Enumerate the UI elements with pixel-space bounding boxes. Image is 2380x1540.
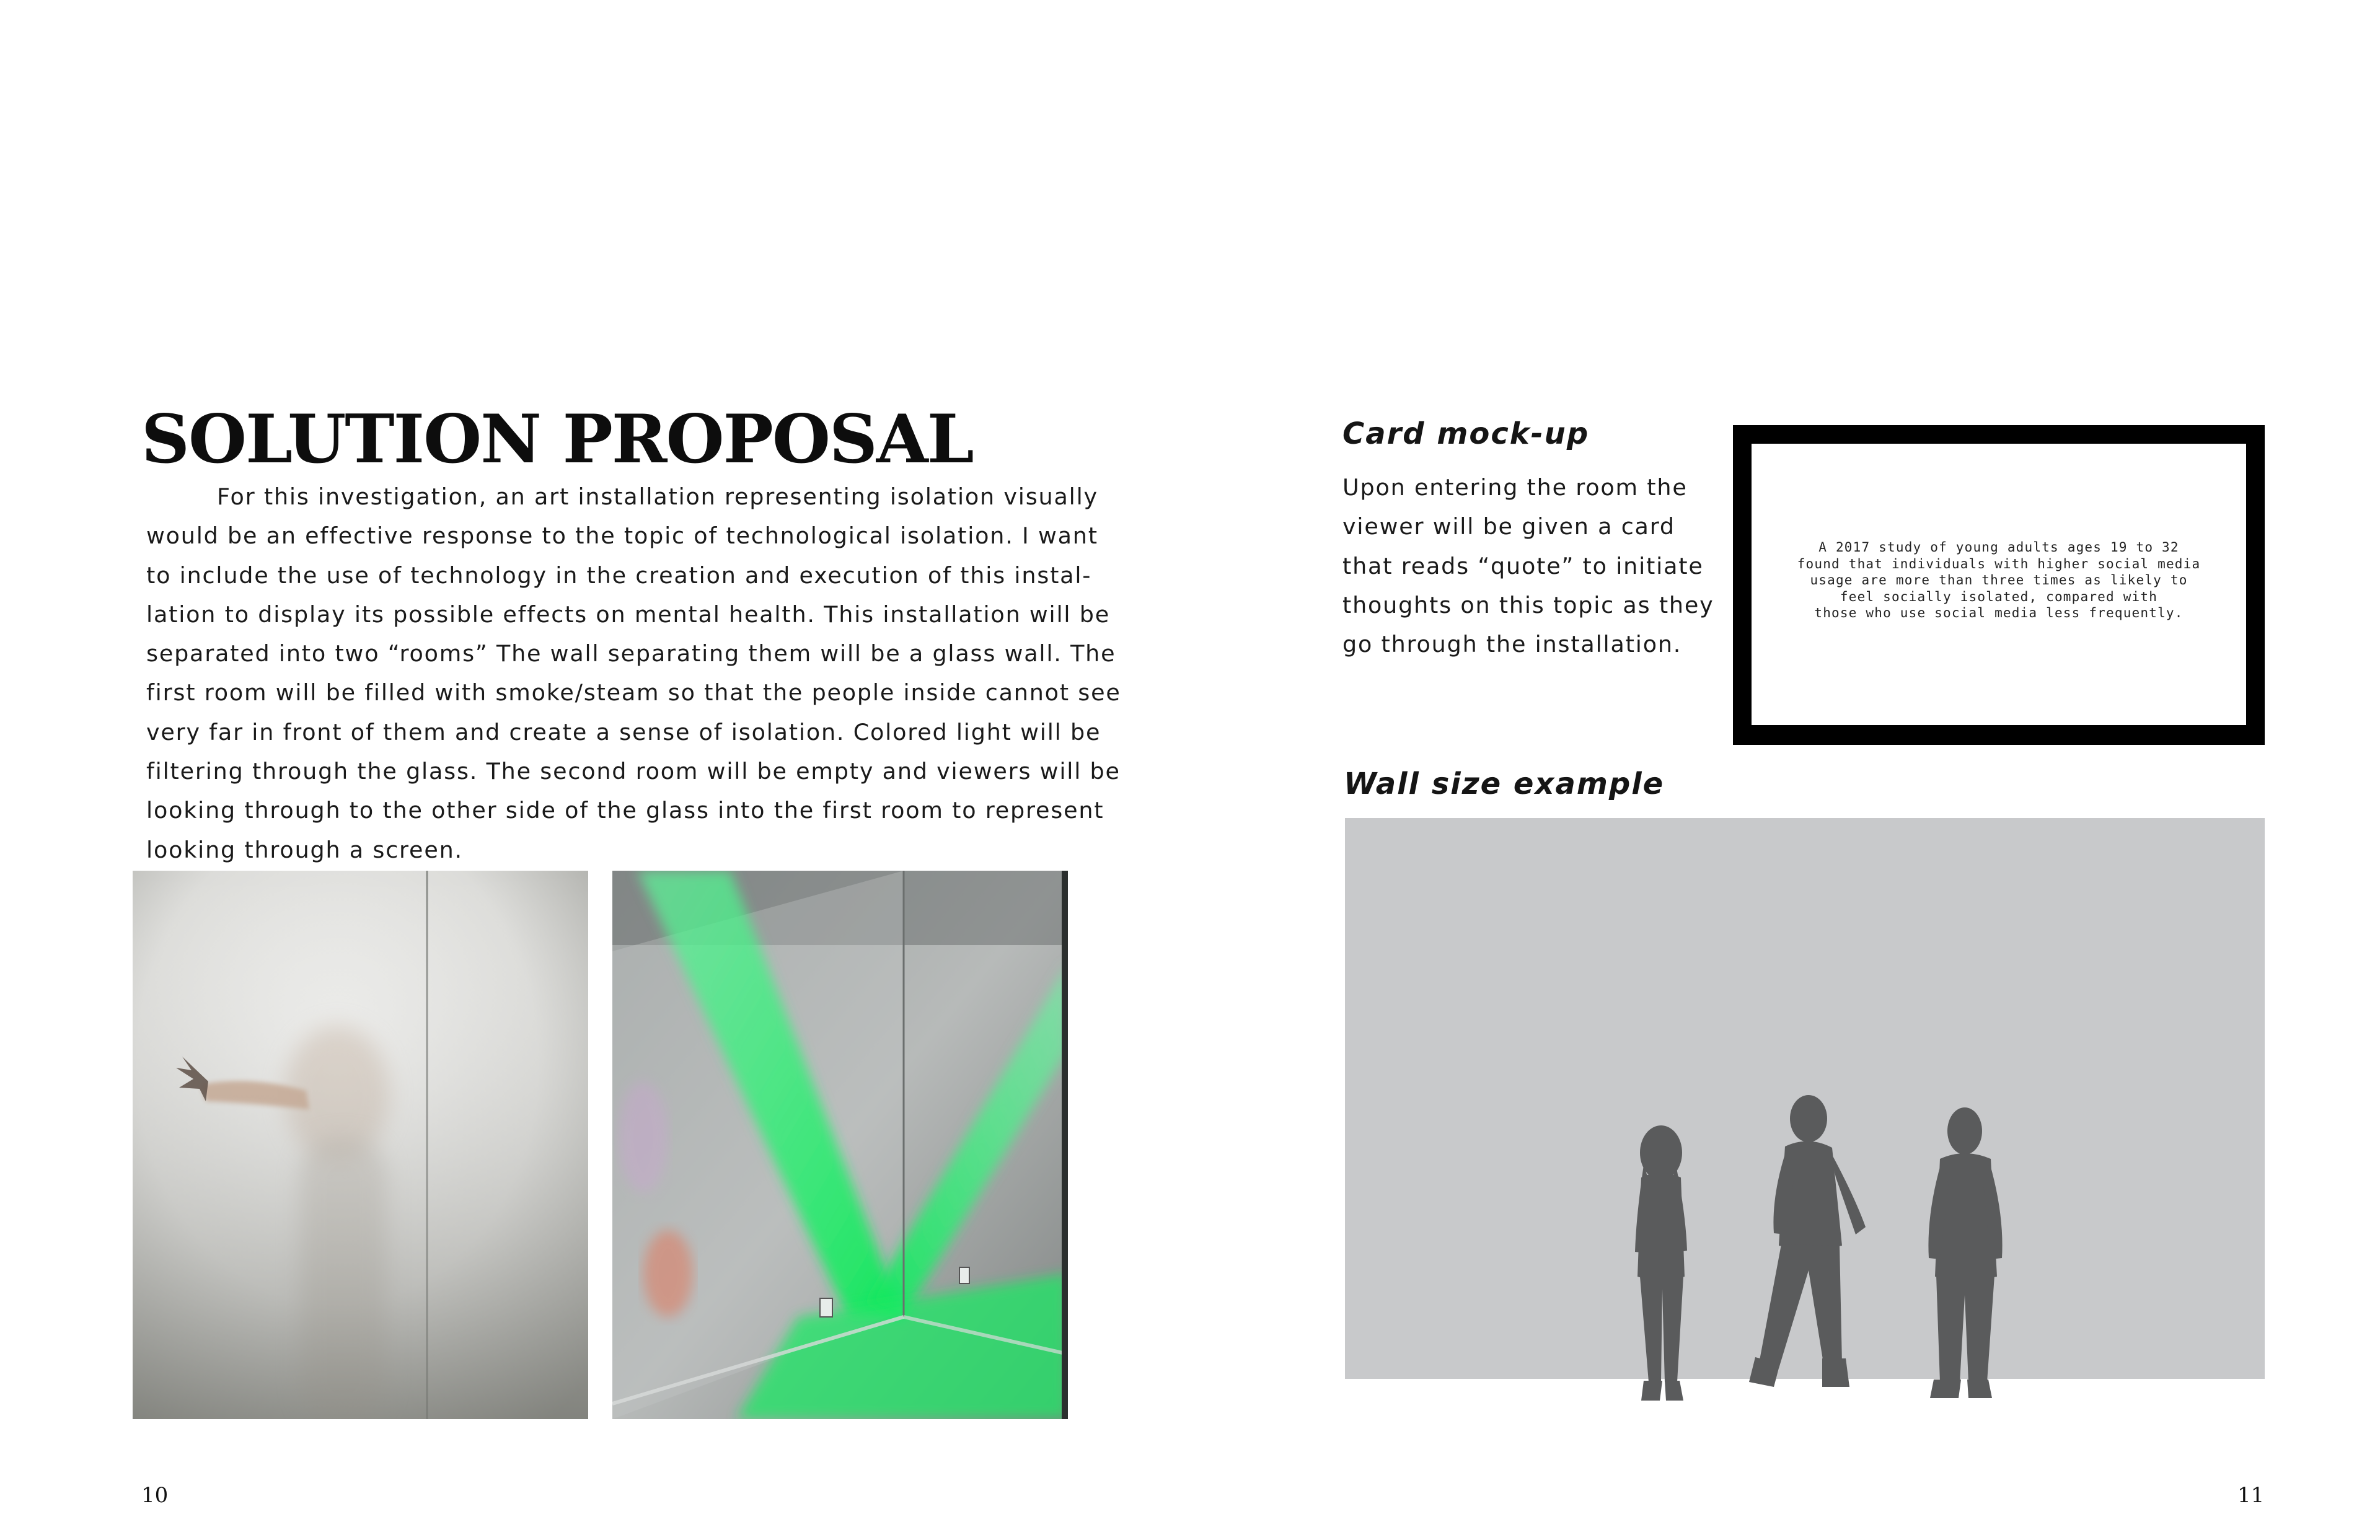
- card-description-line: that reads “quote” to initiate: [1342, 552, 1704, 579]
- body-line: would be an effective response to the topic of technological isolation. I want: [146, 522, 1098, 550]
- body-line: looking through to the other side of the glass into the first room to represent: [146, 797, 1104, 824]
- proposal-body-text: [146, 477, 1121, 869]
- card-quote-line: feel socially isolated, compared with: [1840, 589, 2158, 604]
- people-silhouettes: [1611, 1091, 2045, 1413]
- wall-size-heading: Wall size example: [1344, 767, 1665, 801]
- fogged-glass-photo: [133, 871, 588, 1419]
- body-line: to include the use of technology in the creation and execution of this instal-: [146, 561, 1092, 589]
- card-quote-line: found that individuals with higher social media: [1797, 556, 2201, 571]
- card-description-line: viewer will be given a card: [1342, 513, 1675, 540]
- body-line: For this investigation, an art installation representing isolation visually: [217, 483, 1098, 510]
- body-line: lation to display its possible effects on mental health. This installation will be: [146, 601, 1111, 628]
- body-line: filtering through the glass. The second room will be empty and viewers will be: [146, 758, 1121, 785]
- standing-man-silhouette: [1928, 1107, 2002, 1398]
- card-description-line: Upon entering the room the: [1342, 474, 1688, 501]
- card-quote: [1752, 539, 2246, 622]
- card-description-line: thoughts on this topic as they: [1342, 591, 1714, 618]
- card-quote-line: usage are more than three times as likely to: [1810, 573, 2188, 587]
- card-mockup-heading: Card mock-up: [1342, 416, 1590, 451]
- card-description: [1342, 468, 1727, 664]
- page-title: SOLUTION PROPOSAL: [141, 400, 973, 478]
- body-line: looking through a screen.: [146, 836, 463, 863]
- body-line: first room will be filled with smoke/steam so that the people inside cannot see: [146, 679, 1121, 706]
- body-line: separated into two “rooms” The wall separating them will be a glass wall. The: [146, 640, 1116, 667]
- body-line: very far in front of them and create a sense of isolation. Colored light will be: [146, 718, 1101, 746]
- green-light-room-photo: [612, 871, 1068, 1419]
- page-number-left: 10: [141, 1483, 169, 1508]
- card-description-line: go through the installation.: [1342, 631, 1682, 658]
- card-quote-line: A 2017 study of young adults ages 19 to 32: [1818, 540, 2179, 555]
- woman-silhouette: [1635, 1125, 1687, 1401]
- walking-man-silhouette: [1749, 1095, 1866, 1387]
- page-number-right: 11: [2237, 1483, 2265, 1508]
- card-quote-line: those who use social media less frequently.: [1814, 605, 2184, 620]
